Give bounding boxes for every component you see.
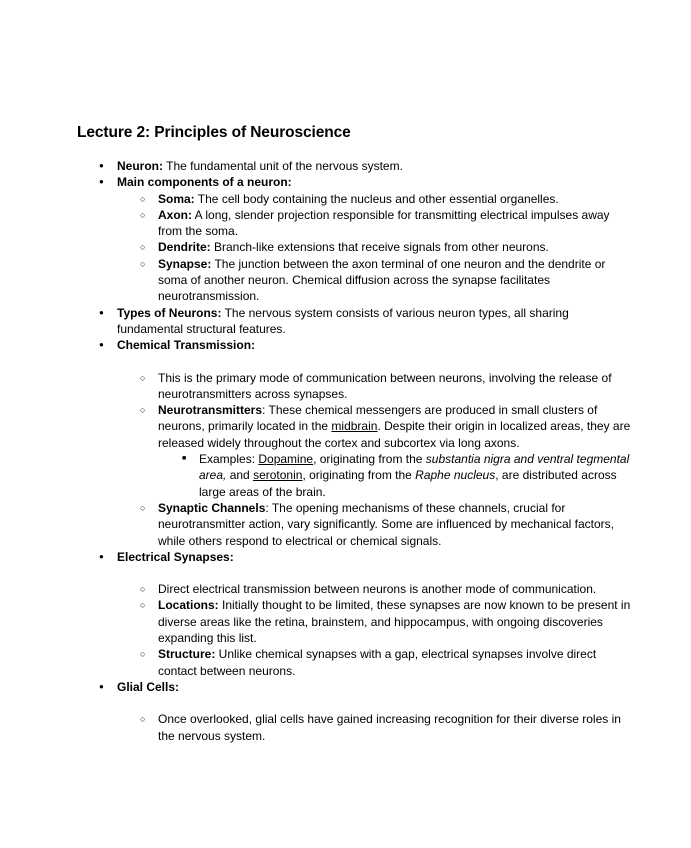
list-item-glial: ● Glial Cells: ○ Once overlooked, glial cells have gained increasing recognition for their diverse roles in the nervous system. [0, 679, 691, 744]
glial-sublist [117, 711, 631, 744]
list-item-electrical-intro: ○ Direct electrical transmission between neurons is another mode of communication. [117, 581, 631, 597]
list-item-components: ● Main components of a neuron: ○ Soma: The cell body containing the nucleus and other essential organelles. ○ Axon: A long, slender projection responsible for transmitting electrical impulses away from the soma. ○ Dendrite: Branch-like extensions that receive signals from other neurons. ○ Synapse: The junction between the axon terminal of one neuron and the dendrite or soma of another neuron. Chemical diffusion across the synapse facilitates neurotransmission. [0, 174, 691, 304]
list-item-neuron: ● Neuron: The fundamental unit of the nervous system. [0, 158, 691, 174]
list-item-axon: ○ Axon: A long, slender projection responsible for transmitting electrical impulses away from the soma. [117, 207, 631, 240]
components-sublist [117, 191, 631, 305]
notes-body [0, 158, 691, 744]
list-item-soma: ○ Soma: The cell body containing the nucleus and other essential organelles. [117, 191, 631, 207]
page-title: Lecture 2: Principles of Neuroscience [77, 124, 351, 141]
dopamine-link[interactable]: Dopamine [258, 452, 314, 467]
outline-list [0, 158, 691, 744]
serotonin-link[interactable]: serotonin [253, 468, 303, 483]
list-item-neurotransmitters: ○ Neurotransmitters: These chemical messengers are produced in small clusters of neurons, primarily located in the midbrain. Despite their origin in localized areas, they are released widely throughout the cortex and subcortex via long axons. ■ Examples: Dopamine, originating from the substantia nigra and ventral tegmental area, and serotonin, originating from the Raphe nucleus, are distributed across large areas of the brain. [117, 402, 631, 500]
electrical-sublist [117, 581, 631, 679]
list-item-glial-intro: ○ Once overlooked, glial cells have gained increasing recognition for their diverse roles in the nervous system. [117, 711, 631, 744]
list-item-structure: ○ Structure: Unlike chemical synapses with a gap, electrical synapses involve direct contact between neurons. [117, 646, 631, 679]
list-item-examples: ■ Examples: Dopamine, originating from the substantia nigra and ventral tegmental area, and serotonin, originating from the Raphe nucleus, are distributed across large areas of the brain. [158, 451, 631, 500]
list-item-dendrite: ○ Dendrite: Branch-like extensions that receive signals from other neurons. [117, 239, 631, 255]
chemical-sublist [117, 370, 631, 549]
list-item-locations: ○ Locations: Initially thought to be limited, these synapses are now known to be present in diverse areas like the retina, brainstem, and hippocampus, with ongoing discoveries expanding this list. [117, 597, 631, 646]
list-item-synapse: ○ Synapse: The junction between the axon terminal of one neuron and the dendrite or soma of another neuron. Chemical diffusion across the synapse facilitates neurotransmission. [117, 256, 631, 305]
list-item-synaptic-channels: ○ Synaptic Channels: The opening mechanisms of these channels, crucial for neurotransmitter action, vary significantly. Some are influenced by mechanical factors, while others respond to electrical or chemical signals. [117, 500, 631, 549]
list-item-chemical-intro: ○ This is the primary mode of communication between neurons, involving the release of neurotransmitters across synapses. [117, 370, 631, 403]
list-item-electrical: ● Electrical Synapses: ○ Direct electrical transmission between neurons is another mode of communication. ○ Locations: Initially thought to be limited, these synapses are now known to be present in diverse areas like the retina, brainstem, and hippocampus, with ongoing discoveries expanding this list. ○ Structure: Unlike chemical synapses with a gap, electrical synapses involve direct contact between neurons. [0, 549, 691, 679]
midbrain-link[interactable]: midbrain [331, 419, 378, 434]
list-item-chemical: ● Chemical Transmission: ○ This is the primary mode of communication between neurons, involving the release of neurotransmitters across synapses. ○ Neurotransmitters: These chemical messengers are produced in small clusters of neurons, primarily located in the midbrain. Despite their origin in localized areas, they are released widely throughout the cortex and subcortex via long axons. ■ Examples: Dopamine, originating from the substantia nigra and ventral tegmental area, and serotonin, originating from the Raphe nucleus, are distributed across large areas of the brain. ○ Synaptic Channels: The opening mechanisms of these channels, crucial for neurotransmitter action, vary significantly. Some are influenced by mechanical factors, while others respond to electrical or chemical signals. [0, 337, 691, 549]
examples-sublist [158, 451, 631, 500]
list-item-types: ● Types of Neurons: The nervous system consists of various neuron types, all sharing fundamental structural features. [0, 305, 691, 338]
